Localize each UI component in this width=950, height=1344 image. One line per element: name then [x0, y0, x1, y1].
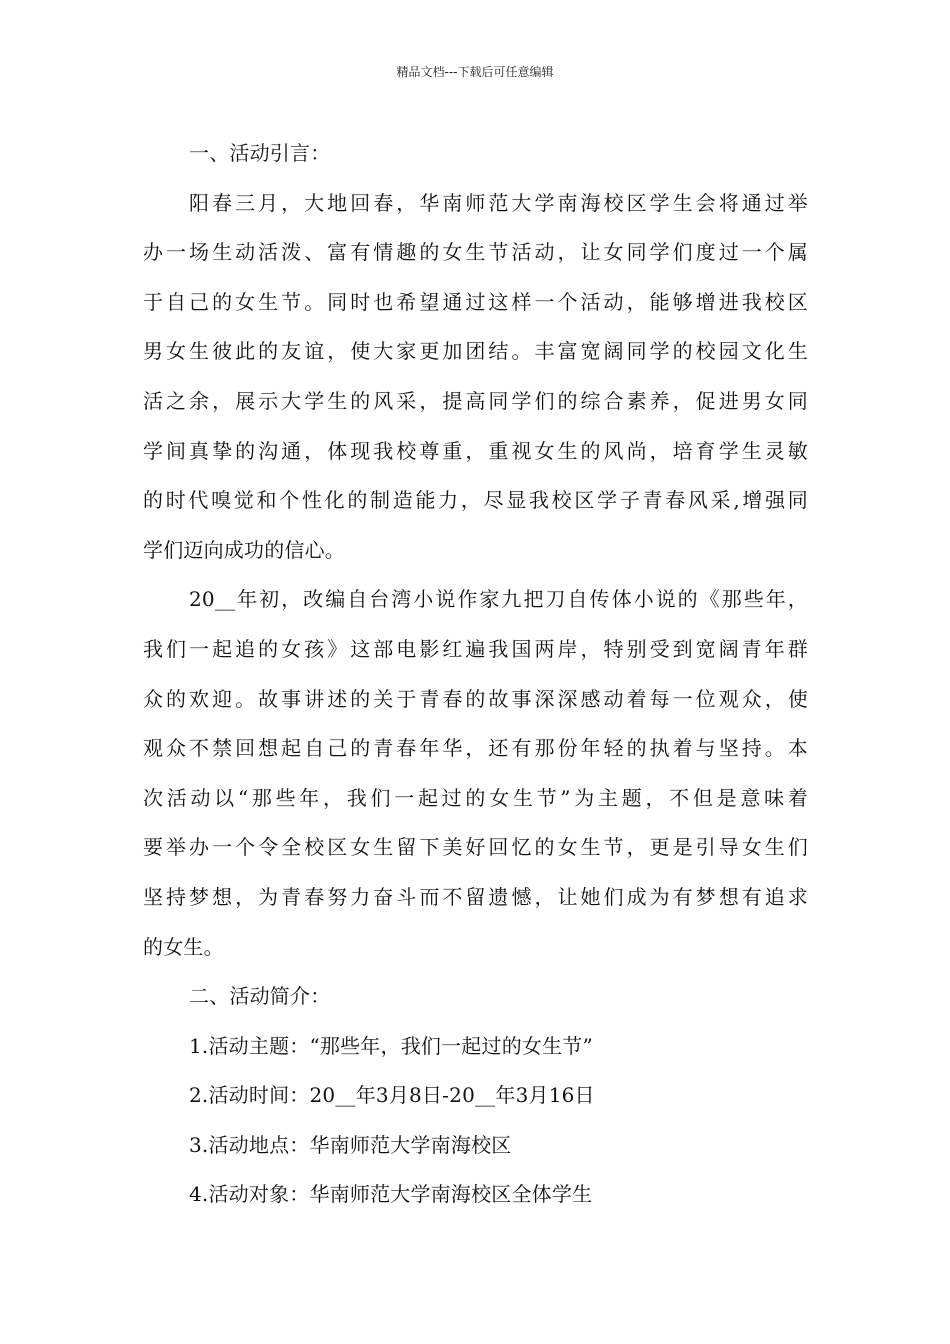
section-heading-intro: 一、活动引言：: [189, 141, 331, 165]
list-item: 4.活动对象：华南师范大学南海校区全体学生: [189, 1182, 593, 1207]
paragraph-line: 观众不禁回想起自己的青春年华，还有那份年轻的执着与坚持。本: [143, 736, 808, 761]
list-item: 2.活动时间：20__年3月8日-20__年3月16日: [189, 1083, 595, 1108]
paragraph-line: 学间真挚的沟通，体现我校尊重，重视女生的风尚，培育学生灵敏: [143, 438, 808, 463]
paragraph-line: 学们迈向成功的信心。: [143, 537, 345, 562]
page-header: 精品文档---下载后可任意编辑: [396, 65, 554, 79]
paragraph-line: 20__年初，改编自台湾小说作家九把刀自传体小说的《那些年，: [189, 587, 808, 612]
paragraph-line: 阳春三月，大地回春，华南师范大学南海校区学生会将通过举: [189, 190, 808, 215]
section-heading-summary: 二、活动简介：: [189, 984, 331, 1009]
list-item: 1.活动主题：“那些年，我们一起过的女生节”: [189, 1033, 593, 1058]
paragraph-line: 要举办一个令全校区女生留下美好回忆的女生节，更是引导女生们: [143, 835, 808, 860]
paragraph-line: 活之余，展示大学生的风采，提高同学们的综合素养，促进男女同: [143, 388, 808, 413]
paragraph-line: 次活动以“那些年，我们一起过的女生节”为主题，不但是意味着: [143, 785, 808, 810]
document-body: [143, 129, 808, 1220]
paragraph-line: 的时代嗅觉和个性化的制造能力，尽显我校区学子青春风采,增强同: [143, 488, 808, 513]
paragraph-line: 众的欢迎。故事讲述的关于青春的故事深深感动着每一位观众，使: [143, 686, 808, 711]
paragraph-line: 的女生。: [143, 934, 224, 959]
paragraph-line: 于自己的女生节。同时也希望通过这样一个活动，能够增进我校区: [143, 289, 808, 314]
paragraph-line: 办一场生动活泼、富有情趣的女生节活动，让女同学们度过一个属: [143, 240, 808, 265]
list-item: 3.活动地点：华南师范大学南海校区: [189, 1132, 512, 1157]
paragraph-line: 坚持梦想，为青春努力奋斗而不留遗憾，让她们成为有梦想有追求: [143, 884, 808, 909]
paragraph-line: 我们一起追的女孩》这部电影红遍我国两岸，特别受到宽阔青年群: [143, 636, 808, 661]
paragraph-line: 男女生彼此的友谊，使大家更加团结。丰富宽阔同学的校园文化生: [143, 339, 808, 364]
